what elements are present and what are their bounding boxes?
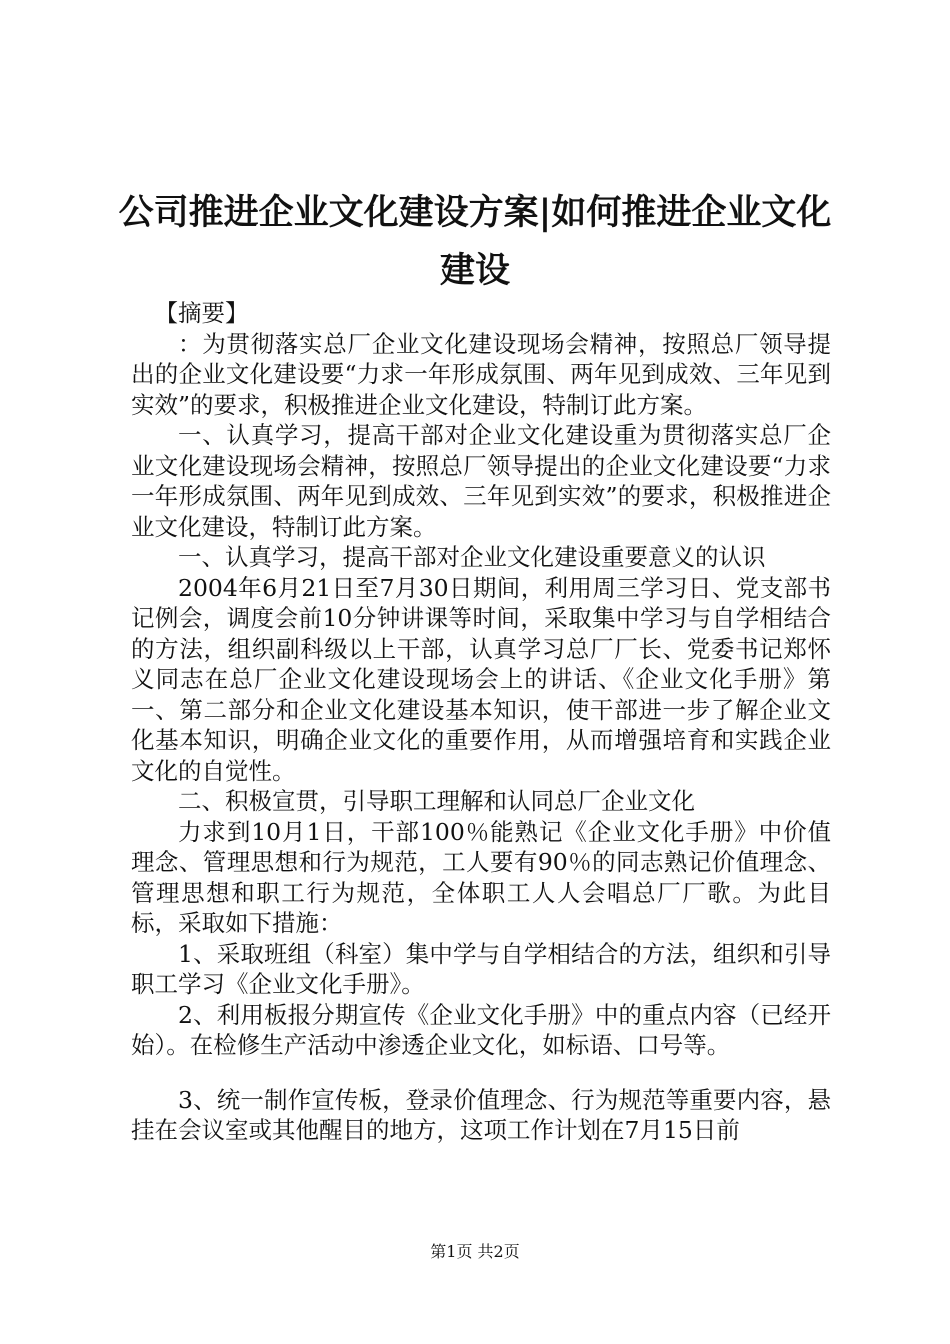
heading-section-2: 二、积极宣贯，引导职工理解和认同总厂企业文化: [178, 787, 695, 815]
heading-section-1: 一、认真学习，提高干部对企业文化建设重要意义的认识: [178, 543, 766, 571]
list-item-2: 2、利用板报分期宣传《企业文化手册》中的重点内容（已经开始）。在检修生产活动中渗透企业文化，如标语、口号等。: [131, 1000, 831, 1059]
list-item-3: 3、统一制作宣传板，登录价值理念、行为规范等重要内容，悬挂在会议室或其他醒目的地方，这项工作计划在7月15日前: [131, 1085, 831, 1144]
document-title: 公司推进企业文化建设方案|如何推进企业文化建设: [118, 192, 832, 291]
paragraph-abstract: ：为贯彻落实总厂企业文化建设现场会精神，按照总厂领导提出的企业文化建设要“力求一年形成氛围、两年见到成效、三年见到实效”的要求，积极推进企业文化建设，特制订此方案。: [131, 329, 831, 419]
paragraph-intro-repeat: 一、认真学习，提高干部对企业文化建设重为贯彻落实总厂企业文化建设现场会精神，按照总厂领导提出的企业文化建设要“力求一年形成氛围、两年见到成效、三年见到实效”的要求，积极推进企业文化建设，特制订此方案。: [131, 421, 831, 541]
abstract-label: 【摘要】: [154, 299, 249, 327]
page-footer: 第1页 共2页: [430, 1242, 520, 1261]
paragraph-section-2: 力求到10月1日，干部100％能熟记《企业文化手册》中价值理念、管理思想和行为规范，工人要有90％的同志熟记价值理念、管理思想和职工行为规范，全体职工人人会唱总厂厂歌。为此目标，采取如下措施：: [131, 817, 831, 937]
paragraph-section-1: 2004年6月21日至7月30日期间，利用周三学习日、党支部书记例会，调度会前10分钟讲课等时间，采取集中学习与自学相结合的方法，组织副科级以上干部，认真学习总厂厂长、党委书记郑怀义同志在总厂企业文化建设现场会上的讲话、《企业文化手册》第一、第二部分和企业文化建设基本知识，使干部进一步了解企业文化基本知识，明确企业文化的重要作用，从而增强培育和实践企业文化的自觉性。: [131, 573, 831, 785]
list-item-1: 1、采取班组（科室）集中学与自学相结合的方法，组织和引导职工学习《企业文化手册》。: [131, 939, 831, 998]
document-body: [131, 298, 831, 1146]
